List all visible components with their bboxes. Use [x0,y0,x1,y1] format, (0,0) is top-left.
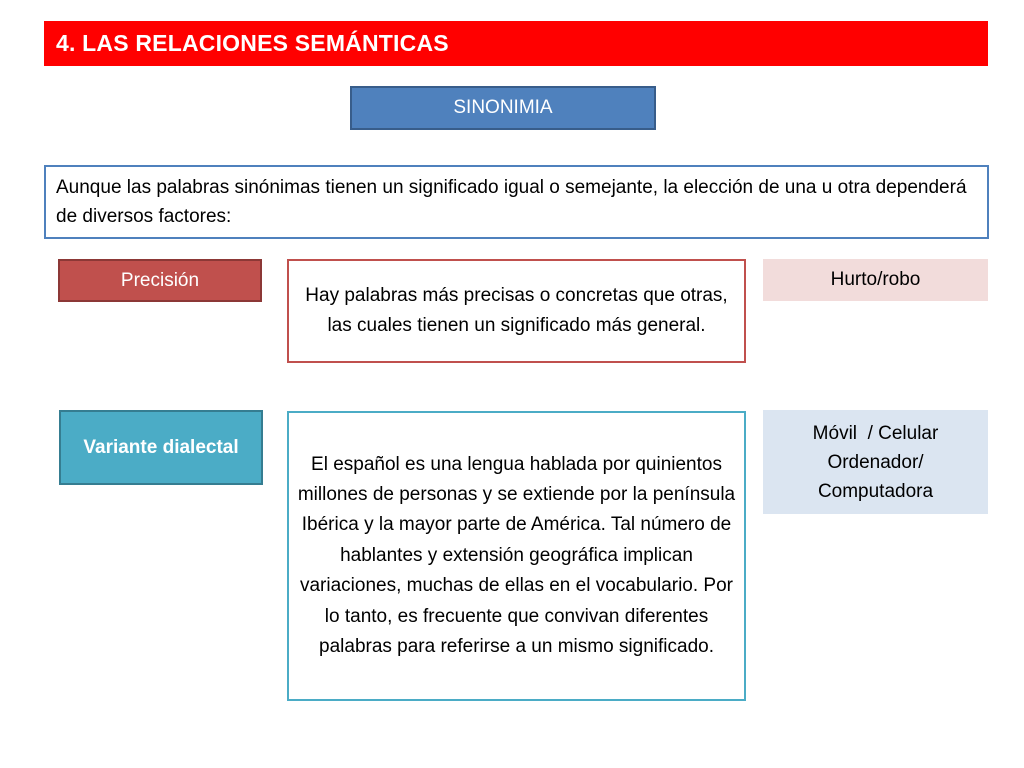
intro-box [44,165,989,239]
factor-description-dialect [287,411,746,701]
factor-example-precision [763,259,988,301]
section-label-text: SINONIMIA [453,97,553,118]
factor-description-dialect-text: El español es una lengua hablada por quinientos millones de personas y se extiende por la península Ibérica y la mayor parte de América. Tal número de hablantes y extensión geográfica implican variaciones, muchas de ellas en el vocabulario. Por lo tanto, es frecuente que convivan diferentes palabras para referirse a un mismo significado. [297,453,736,658]
factor-label-dialect [59,410,263,485]
slide-title [44,21,988,66]
factor-label-precision-text: Precisión [120,269,200,291]
factor-description-precision-text: Hay palabras más precisas o concretas que otras, las cuales tienen un significado más general. [305,285,728,336]
factor-description-precision [287,259,746,363]
intro-text: Aunque las palabras sinónimas tienen un significado igual o semejante, la elección de una u otra dependerá de diversos factores: [56,177,967,227]
factor-example-dialect [763,410,988,514]
section-label-box [350,86,656,130]
factor-example-dialect-line: Computadora [817,480,934,502]
factor-example-precision-text: Hurto/robo [830,269,921,290]
factor-label-dialect-text: Variante dialectal [83,437,239,458]
factor-example-dialect-line: Ordenador/ [827,451,924,473]
factor-example-dialect-line: Móvil / Celular [812,422,939,444]
slide-title-text: 4. LAS RELACIONES SEMÁNTICAS [56,30,449,56]
factor-label-precision [58,259,262,302]
